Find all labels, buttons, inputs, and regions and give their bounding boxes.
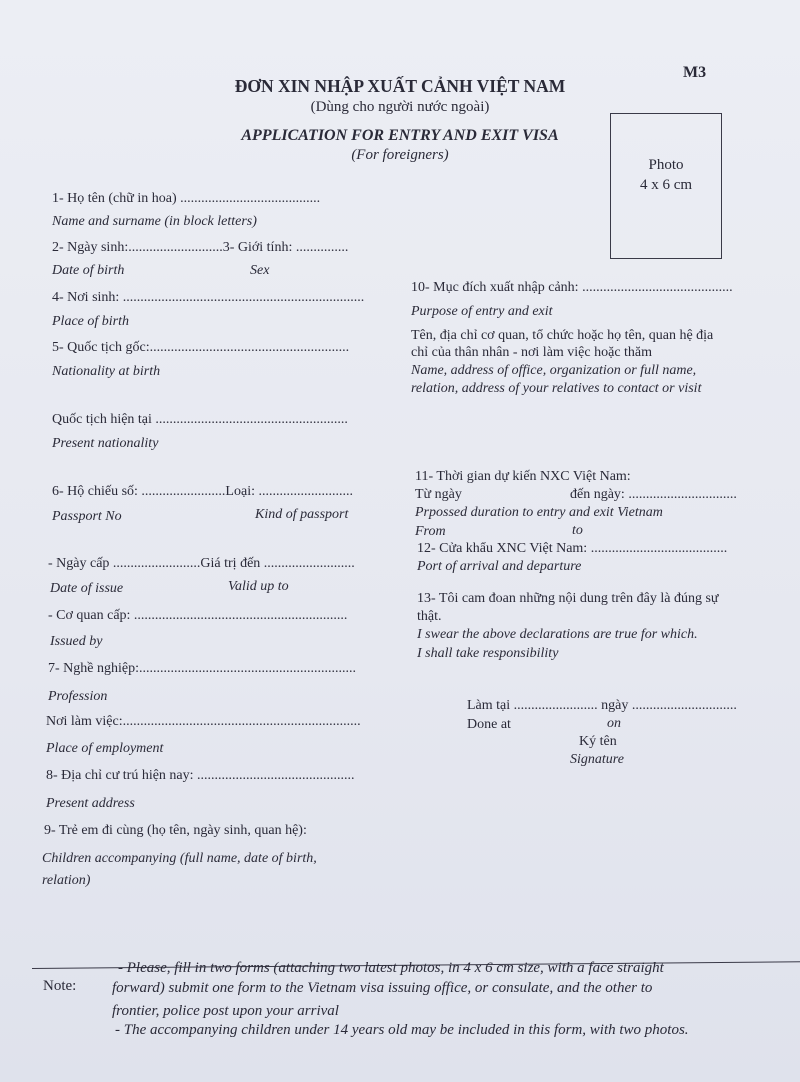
field-children[interactable]: 9- Trẻ em đi cùng (họ tên, ngày sinh, quan hệ): (44, 823, 307, 838)
field-children-en-line1: Children accompanying (full name, date of birth, (42, 851, 317, 866)
contact-address-en-line2: relation, address of your relatives to contact or visit (411, 381, 702, 396)
field-kind-of-passport-en: Kind of passport (255, 507, 349, 522)
field-duration: 11- Thời gian dự kiến NXC Việt Nam: (415, 469, 631, 484)
field-issued-by-en: Issued by (50, 634, 103, 649)
declaration-en-line1: I swear the above declarations are true for which. (417, 627, 698, 642)
field-done-at-en: Done at (467, 717, 511, 732)
field-port-en: Port of arrival and departure (417, 559, 582, 574)
field-present-nationality[interactable]: Quốc tịch hiện tại ....................................................... (52, 412, 348, 427)
field-place-of-birth[interactable]: 4- Nơi sinh: ..................................................................... (52, 290, 365, 305)
field-duration-to-en: to (572, 523, 583, 538)
field-duration-from-en: From (415, 524, 446, 539)
note-line3: frontier, police post upon your arrival (112, 1003, 339, 1019)
signature-label: Ký tên (579, 734, 617, 749)
signature-label-en: Signature (570, 752, 624, 767)
contact-address-vn-line2: chỉ của thân nhân - nơi làm việc hoặc thăm (411, 345, 653, 360)
field-valid-up-to-en: Valid up to (228, 579, 289, 594)
field-purpose[interactable]: 10- Mục đích xuất nhập cảnh: ........................................... (411, 280, 733, 295)
contact-address-vn-line1: Tên, địa chỉ cơ quan, tổ chức hoặc họ tên, quan hệ địa (411, 328, 714, 343)
field-dob-en: Date of birth (52, 263, 125, 278)
field-issued-by[interactable]: - Cơ quan cấp: ............................................................. (48, 608, 348, 623)
note-label: Note: (43, 978, 77, 994)
field-place-of-employment[interactable]: Nơi làm việc:.................................................................... (46, 714, 361, 729)
field-present-address-en: Present address (46, 796, 135, 811)
field-duration-from[interactable]: Từ ngày (415, 487, 462, 502)
field-profession-en: Profession (48, 689, 108, 704)
declaration-vn-line2: thật. (417, 609, 442, 624)
field-nationality-birth[interactable]: 5- Quốc tịch gốc:......................................................... (52, 340, 350, 355)
field-duration-to[interactable]: đến ngày: ............................... (570, 487, 737, 502)
title-english: APPLICATION FOR ENTRY AND EXIT VISA (241, 127, 559, 144)
field-date-of-issue[interactable]: - Ngày cấp .........................Giá trị đến .......................... (48, 556, 355, 571)
field-place-of-employment-en: Place of employment (46, 741, 164, 756)
declaration-en-line2: I shall take responsibility (417, 646, 559, 661)
field-present-nationality-en: Present nationality (52, 436, 159, 451)
contact-address-en-line1: Name, address of office, organization or full name, (411, 363, 697, 378)
field-purpose-en: Purpose of entry and exit (411, 304, 553, 319)
field-on-en: on (607, 716, 621, 731)
photo-size-label: 4 x 6 cm (639, 177, 693, 193)
field-children-en-line2: relation) (42, 873, 91, 888)
field-place-of-birth-en: Place of birth (52, 314, 129, 329)
field-name-en: Name and surname (in block letters) (52, 214, 257, 229)
field-done-at[interactable]: Làm tại ........................ ngày .............................. (467, 698, 737, 713)
form-code: M3 (683, 64, 707, 81)
note-line1: - Please, fill in two forms (attaching two latest photos, in 4 x 6 cm size, with a face straight (118, 960, 664, 976)
field-port[interactable]: 12- Cửa khẩu XNC Việt Nam: ....................................... (417, 541, 728, 556)
subtitle-vietnamese: (Dùng cho người nước ngoài) (310, 99, 490, 115)
subtitle-english: (For foreigners) (351, 147, 449, 163)
note-line2: forward) submit one form to the Vietnam visa issuing office, or consulate, and the other to (112, 980, 653, 996)
note-line4: - The accompanying children under 14 years old may be included in this form, with two photos. (115, 1022, 689, 1038)
field-name[interactable]: 1- Họ tên (chữ in hoa) ........................................ (52, 191, 321, 206)
title-vietnamese: ĐƠN XIN NHẬP XUẤT CẢNH VIỆT NAM (234, 76, 566, 96)
field-passport[interactable]: 6- Hộ chiếu số: ........................Loại: ........................... (52, 484, 353, 499)
field-sex-en: Sex (250, 263, 270, 278)
field-profession[interactable]: 7- Nghề nghiệp:.............................................................. (48, 661, 356, 676)
field-nationality-birth-en: Nationality at birth (52, 364, 161, 379)
field-passport-no-en: Passport No (52, 509, 122, 524)
field-duration-en: Prpossed duration to entry and exit Vietnam (415, 505, 663, 520)
photo-box[interactable] (610, 113, 722, 259)
photo-label: Photo (648, 157, 684, 173)
field-present-address[interactable]: 8- Địa chỉ cư trú hiện nay: ............................................. (46, 768, 355, 783)
field-date-of-issue-en: Date of issue (50, 581, 124, 596)
field-dob-sex[interactable]: 2- Ngày sinh:...........................3- Giới tính: ............... (52, 240, 349, 255)
declaration-vn-line1: 13- Tôi cam đoan những nội dung trên đây là đúng sự (417, 591, 719, 606)
